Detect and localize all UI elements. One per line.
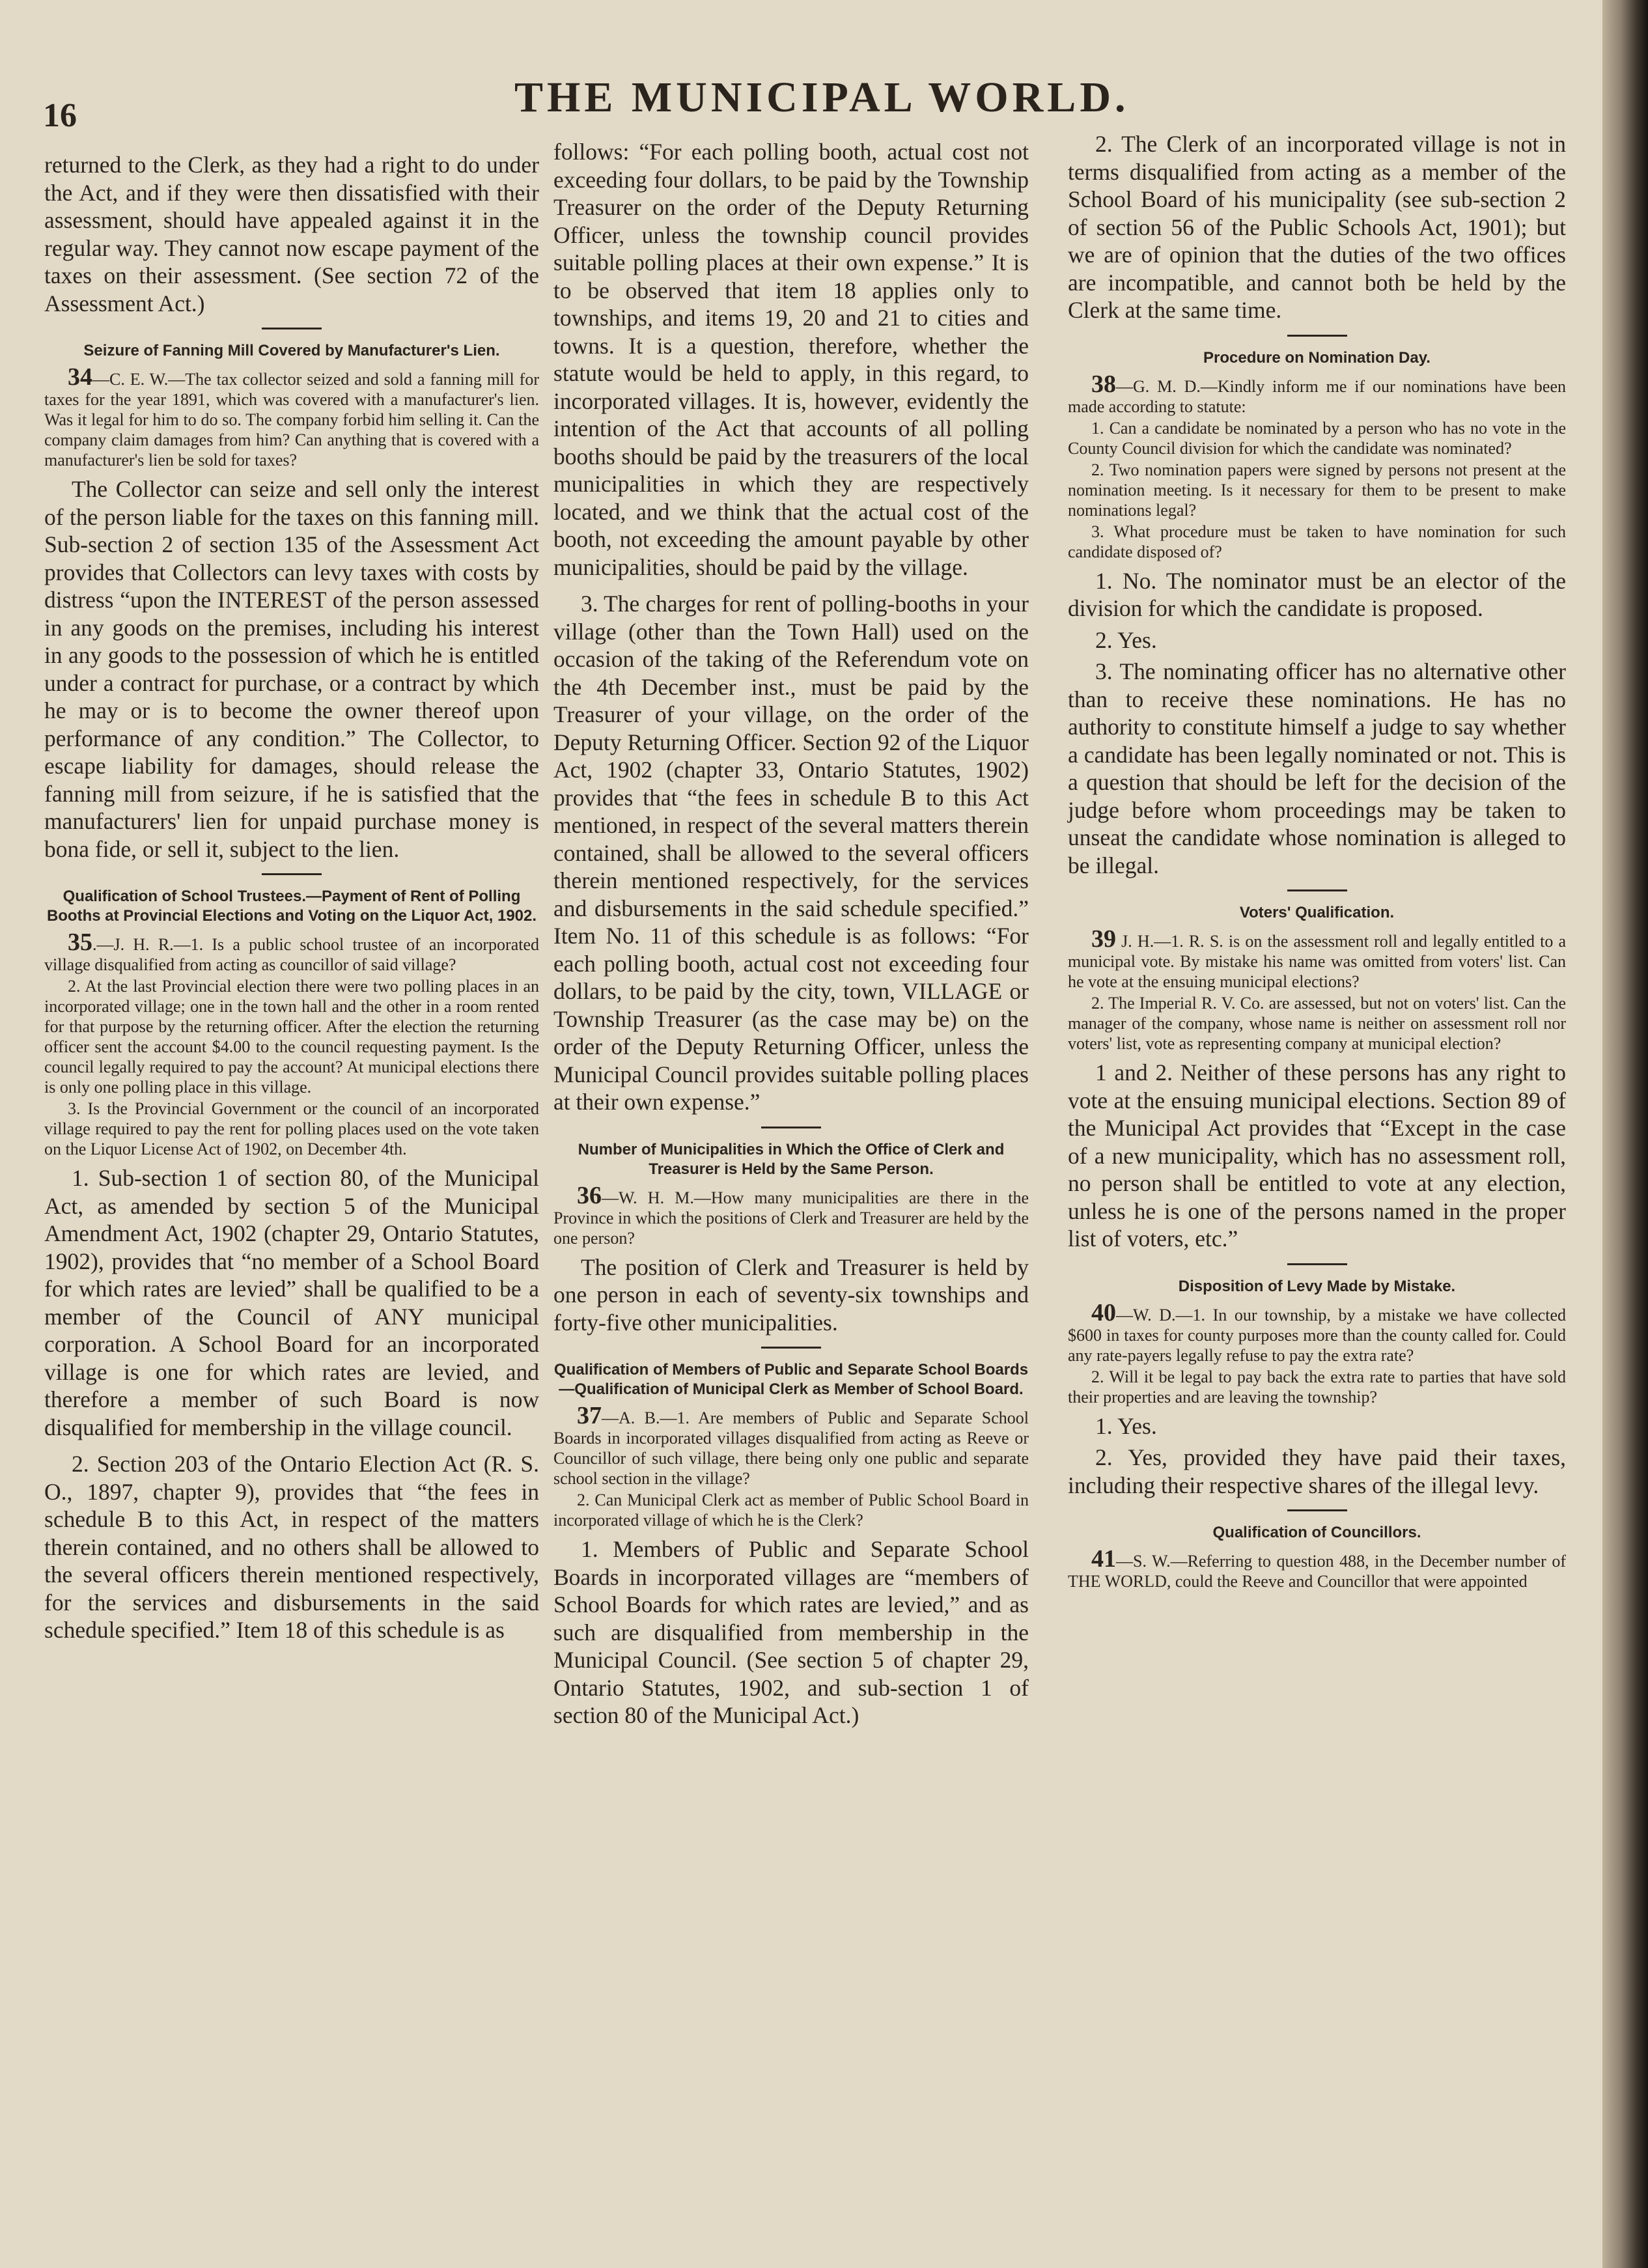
question-heading: Qualification of Councillors. xyxy=(1212,1524,1421,1541)
divider-rule xyxy=(262,328,322,329)
question-number: 41 xyxy=(1091,1545,1116,1573)
answer-text: 1. Members of Public and Separate School Boards in incorporated villages are “members of School Boards for which rates are levied,” and as such are disqualified from membership in the Municipal Council. (See section 5 of chapter 29, Ontario Statutes, 1902, and sub-section 1 of section 80 of the Municipal Act.) xyxy=(553,1536,1029,1728)
question-body: —W. D.—1. In our township, by a mistake we have collected $600 in taxes for county purposes more than the county called for. Could any rate-payers legally refuse to pay the extra rate? xyxy=(1068,1305,1566,1365)
question-number: 34 xyxy=(68,363,92,391)
running-head: THE MUNICIPAL WORLD. xyxy=(514,74,1130,121)
question-text: 2. At the last Provincial election there were two polling places in an incorporated village; one in the town hall and the other in a room rented for that purpose by the returning officer. After the election the returning officer sent the account $4.00 to the council requesting payment. Is the council legally required to pay the account? At municipal elections there is only one polling place in this village. xyxy=(44,977,539,1097)
question-heading: Procedure on Nomination Day. xyxy=(1203,348,1431,367)
column-2 xyxy=(553,138,1029,1733)
question-number: 39 xyxy=(1091,925,1116,953)
divider-rule xyxy=(761,1127,821,1128)
paragraph: follows: “For each polling booth, actual cost not exceeding four dollars, to be paid by the Township Treasurer on the order of the Deputy Returning Officer, unless the township council provides suitable polling places at their own expense.” It is to be observed that item 18 applies only to townships, and items 19, 20 and 21 to cities and towns. It is a question, therefore, whether the statute would be held to apply, in this regard, to incorporated villages. It is, however, evidently the intention of the Act that accounts of all polling booths should be paid by the treasurers of the local municipalities in which they are respectively located, and we think that the actual cost of the booth, not exceeding the amount payable by other municipalities, should be paid by the village. xyxy=(553,139,1029,580)
question-text xyxy=(44,363,539,470)
column-3 xyxy=(1068,130,1566,1593)
divider-rule xyxy=(1287,1509,1347,1511)
question-number: 38 xyxy=(1091,370,1116,398)
question-body: —A. B.—1. Are members of Public and Separate School Boards in incorporated villages disqualified from acting as Reeve or Councillor of such village, there being only one public and separate school section in the village? xyxy=(553,1408,1029,1488)
question-heading: Disposition of Levy Made by Mistake. xyxy=(1178,1277,1456,1295)
divider-rule xyxy=(262,873,322,875)
question-body: .—J. H. R.—1. Is a public school trustee of an incorporated village disqualified from acting as councillor of said village? xyxy=(44,935,539,974)
question-text: 3. Is the Provincial Government or the council of an incorporated village required to pay the rent for polling places used on the vote taken on the Liquor License Act of 1902, on December 4th. xyxy=(44,1099,539,1158)
question-body: —S. W.—Referring to question 488, in the December number of THE WORLD, could the Reeve and Councillor that were appointed xyxy=(1068,1552,1566,1591)
question-heading: Qualification of School Trustees.—Payment of Rent of Polling Booths at Provincial Elections and Voting on the Liquor Act, 1902. xyxy=(46,888,537,925)
divider-rule xyxy=(1287,335,1347,337)
question-text: 2. Will it be legal to pay back the extra rate to parties that have sold their properties and are leaving the township? xyxy=(1068,1367,1566,1407)
question-body: J. H.—1. R. S. is on the assessment roll and legally entitled to a municipal vote. By mistake his name was omitted from voters' list. Can he vote at the ensuing municipal elections? xyxy=(1068,932,1567,991)
paragraph: 3. The charges for rent of polling-booths in your village (other than the Town Hall) used on the occasion of the taking of the Referendum vote on the 4th December inst., must be paid by the Treasurer of your village, on the order of the Deputy Returning Officer. Section 92 of the Liquor Act, 1902 (chapter 33, Ontario Statutes, 1902) provides that “the fees in schedule B to this Act mentioned, in respect of the several matters therein contained, shall be allowed to the several officers therein mentioned respectively, for the services and disbursements in the said schedule specified.” Item No. 11 of this schedule is as follows: “For each polling booth, actual cost not exceeding four dollars, to be paid by the city, town, VILLAGE or Township Treasurer (as the case may be) on the order of the Deputy Returning Officer, unless the Municipal Council provides suitable polling places at their own expense.” xyxy=(553,591,1029,1115)
question-text xyxy=(1068,1298,1566,1365)
question-body: —G. M. D.—Kindly inform me if our nominations have been made according to statute: xyxy=(1068,376,1566,416)
question-heading: Qualification of Members of Public and Separate School Boards—Qualification of Municipal Clerk as Member of School Board. xyxy=(553,1361,1029,1398)
question-text xyxy=(1068,1545,1566,1591)
question-text xyxy=(553,1402,1029,1489)
page-binding-edge xyxy=(1602,0,1648,2268)
question-text xyxy=(1068,925,1567,992)
answer-text: 2. Yes, provided they have paid their taxes, including their respective shares of the illegal levy. xyxy=(1068,1444,1566,1498)
answer-text: The position of Clerk and Treasurer is held by one person in each of seventy-six townships and forty-five other municipalities. xyxy=(553,1253,1029,1336)
answer-text: 2. Section 203 of the Ontario Election Act (R. S. O., 1897, chapter 9), provides that “the fees in schedule B to this Act, in respect of the matters therein contained, and no others shall be allowed to the several officers therein mentioned respectively, for the services and disbursements in the said schedule specified.” Item 18 of this schedule is as xyxy=(44,1451,539,1643)
answer-text: 2. The Clerk of an incorporated village is not in terms disqualified from acting as a member of the School Board of his municipality (see sub-section 2 of section 56 of the Public Schools Act, 1901); but we are of opinion that the duties of the two offices are incompatible, and cannot both be held by the Clerk at the same time. xyxy=(1068,131,1566,323)
question-number: 36 xyxy=(577,1181,602,1209)
question-body: —W. H. M.—How many municipalities are there in the Province in which the positions of Clerk and Treasurer are held by the one person? xyxy=(553,1188,1029,1248)
question-text xyxy=(1068,370,1566,417)
question-number: 35 xyxy=(68,929,92,956)
column-1 xyxy=(44,151,539,1648)
question-text: 1. Can a candidate be nominated by a person who has no vote in the County Council division for which the candidate was nominated? xyxy=(1068,418,1566,458)
answer-text: 2. Yes. xyxy=(1095,626,1157,653)
question-number: 37 xyxy=(577,1402,602,1429)
answer-text: 1. Yes. xyxy=(1095,1412,1157,1439)
page-number: 16 xyxy=(43,97,77,134)
question-heading: Voters' Qualification. xyxy=(1239,904,1395,921)
answer-text: The Collector can seize and sell only the interest of the person liable for the taxes on this fanning mill. Sub-section 2 of section 135 of the Assessment Act provides that Collectors can levy taxes with costs by distress “upon the INTEREST of the person assessed in any goods on the premises, including his interest in any goods to the possession of which he is entitled under a contract for purchase, or a contract by which he may or is to become the owner thereof upon performance of any condition.” The Collector, to escape liability for damages, should release the fanning mill from seizure, if he is satisfied that the manufacturers' lien for unpaid purchase money is bona fide, or sell it, subject to the lien. xyxy=(44,476,539,862)
answer-text: 1 and 2. Neither of these persons has any right to vote at the ensuing municipal elections. Section 89 of the Municipal Act provides that “Except in the case of a new municipality, which has no assessment roll, no person shall be entitled to vote at any election, unless he is one of the persons named in the proper list of voters, etc.” xyxy=(1068,1059,1566,1252)
answer-text: 1. No. The nominator must be an elector of the division for which the candidate is proposed. xyxy=(1068,567,1566,621)
question-text: 2. Two nomination papers were signed by persons not present at the nomination meeting. Is it necessary for them to be present to make nominations legal? xyxy=(1068,460,1566,520)
divider-rule xyxy=(761,1347,821,1349)
question-number: 40 xyxy=(1091,1298,1116,1326)
paragraph: returned to the Clerk, as they had a right to do under the Act, and if they were then dissatisfied with their assessment, should have appealed against it in the regular way. They cannot now escape payment of the taxes on their assessment. (See section 72 of the Assessment Act.) xyxy=(44,152,539,316)
question-text xyxy=(44,929,539,975)
question-heading: Seizure of Fanning Mill Covered by Manufacturer's Lien. xyxy=(83,342,500,359)
answer-text: 1. Sub-section 1 of section 80, of the Municipal Act, as amended by section 5 of the Municipal Amendment Act, 1902 (chapter 29, Ontario Statutes, 1902), provides that “no member of a School Board for which rates are levied” shall be qualified to be a member of the Council of ANY municipal corporation. A School Board for an incorporated village is one for which rates are levied, and therefore a member of such Board is now disqualified for membership in the village council. xyxy=(44,1165,539,1440)
question-text xyxy=(553,1181,1029,1248)
question-body: —C. E. W.—The tax collector seized and sold a fanning mill for taxes for the year 1891, which was covered with a manufacturer's lien. Was it legal for him to do so. The company forbid him selling it. Can the company claim damages from him? Can anything that is covered with a manufacturer's lien be sold for taxes? xyxy=(44,370,539,469)
question-text: 2. Can Municipal Clerk act as member of Public School Board in incorporated village of which he is the Clerk? xyxy=(553,1491,1029,1530)
divider-rule xyxy=(1287,889,1347,891)
question-heading: Number of Municipalities in Which the Office of Clerk and Treasurer is Held by the Same Person. xyxy=(578,1140,1005,1178)
question-text: 3. What procedure must be taken to have nomination for such candidate disposed of? xyxy=(1068,522,1566,561)
question-text: 2. The Imperial R. V. Co. are assessed, but not on voters' list. Can the manager of the company, whose name is neither on assessment roll nor voters' list, vote as representing company at municipal election? xyxy=(1068,994,1566,1053)
answer-text: 3. The nominating officer has no alternative other than to receive these nominations. He has no authority to constitute himself a judge to say whether a candidate has been legally nominated or not. This is a question that should be left for the decision of the judge before whom proceedings may be taken to unseat the candidate whose nomination is alleged to be illegal. xyxy=(1068,658,1566,878)
divider-rule xyxy=(1287,1263,1347,1265)
